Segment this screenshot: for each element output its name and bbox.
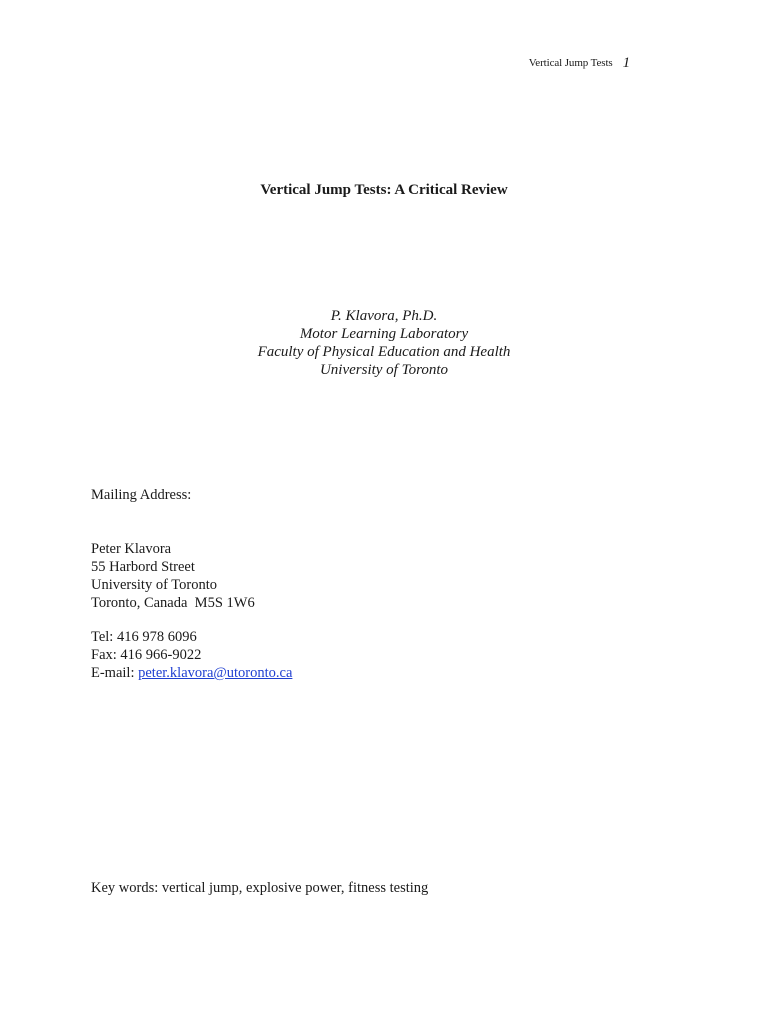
contact-email-line (91, 664, 292, 682)
address-name: Peter Klavora (91, 541, 172, 557)
contact-tel: Tel: 416 978 6096 (91, 629, 197, 645)
running-head (529, 54, 630, 71)
paper-title: Vertical Jump Tests: A Critical Review (260, 182, 508, 198)
mailing-address-label: Mailing Address: (91, 487, 192, 503)
mailing-address (91, 540, 255, 612)
contact-info (91, 628, 292, 682)
running-head-title: Vertical Jump Tests (528, 57, 613, 69)
address-university: University of Toronto (91, 577, 217, 593)
keywords: Key words: vertical jump, explosive power, fitness testing (91, 880, 429, 896)
author-university: University of Toronto (319, 362, 449, 378)
address-street: 55 Harbord Street (91, 559, 195, 575)
author-lab: Motor Learning Laboratory (299, 326, 469, 342)
author-name: P. Klavora, Ph.D. (330, 308, 438, 324)
author-faculty: Faculty of Physical Education and Health (257, 344, 511, 360)
page-number: 1 (622, 55, 630, 71)
email-label: E-mail: (91, 665, 135, 681)
email-link[interactable]: peter.klavora@utoronto.ca (138, 665, 293, 681)
contact-fax: Fax: 416 966-9022 (91, 647, 202, 663)
address-city: Toronto, Canada M5S 1W6 (91, 595, 255, 611)
author-block (0, 307, 768, 379)
